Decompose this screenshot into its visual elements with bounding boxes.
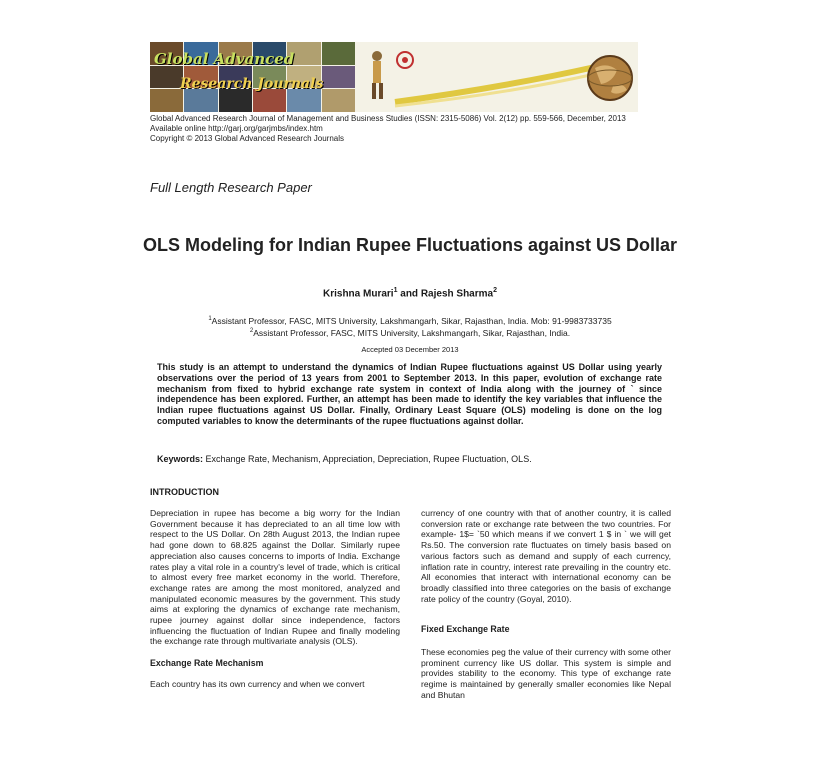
affiliation-text: Assistant Professor, FASC, MITS University, Lakshmangarh, Sikar, Rajasthan, India. Mob: 91-9983733735 [211, 315, 612, 326]
affiliations [120, 314, 700, 338]
journal-citation: Global Advanced Research Journal of Management and Business Studies (ISSN: 2315-5086) Vol. 2(12) pp. 559-566, December, 2013 [150, 114, 626, 123]
intro-paragraph: Depreciation in rupee has become a big worry for the Indian Government because it has depreciated to an all time low with respect to the US Dollar. On 28th August 2013, the Indian rupee had gone down to 68.825 against the Dollar. Similarly rupee appreciation also causes concerns to imports of India. Exchange rates play a vital role in a country's level of trade, which is critical to almost every free market economy in the world. Therefore, exchange rates are among the most monitored, analyzed and manipulated economic measures by the government. This study aims at exploring the dynamics of exchange rate mechanism, rupee journey against dollar since independence, factors influencing the fluctuation of Indian Rupee and finally modeling the exchange rate through multivariate analysis (OLS). [150, 508, 400, 647]
author-sep: and [397, 288, 421, 300]
journal-info [150, 114, 626, 144]
mechanism-paragraph: Each country has its own currency and when we convert [150, 678, 365, 689]
banner-logo-line1: Global Advanced [154, 50, 295, 68]
journal-url[interactable]: Available online http://garj.org/garjmbs/index.htm [150, 124, 323, 133]
author-name: Rajesh Sharma [420, 288, 494, 300]
banner-graphic [355, 42, 638, 112]
left-column [150, 508, 400, 690]
banner-photo-tile [253, 89, 286, 112]
fixed-exchange-rate-heading: Fixed Exchange Rate [421, 624, 510, 635]
author-name: Krishna Murari [323, 288, 394, 300]
target-icon [397, 52, 413, 68]
right-column [421, 508, 671, 701]
banner-photo-tile [322, 66, 355, 89]
abstract: This study is an attempt to understand the dynamics of Indian Rupee fluctuations against US Dollar using yearly observations over the period of 13 years from 2001 to September 2013. In this paper, evolution of exchange rate mechanism from fixed to hybrid exchange rate system in context of India along with the journey of ` since independence has been explored. Further, an attempt has been made to identify the key variables that influence the Indian rupee fluctuations against US Dollar. Finally, Ordinary Least Square (OLS) modeling is done on the log computed variables to know the determinants of the rupee fluctuations against dollar. [157, 362, 662, 426]
banner-photo-tile [322, 89, 355, 112]
paper-title: OLS Modeling for Indian Rupee Fluctuations against US Dollar [142, 235, 678, 255]
banner-photo-tile [322, 42, 355, 65]
journal-banner [150, 42, 638, 112]
swoosh-arc [395, 67, 595, 102]
keywords-label: Keywords: [157, 454, 204, 464]
keywords [157, 454, 662, 464]
conversion-paragraph: currency of one country with that of another country, it is called conversion rate or exchange rate between the two countries. For example- 1$= `50 which means if we convert 1 $ in ` we will get Rs.50. The conversion rate fluctuates on timely basis based on various factors such as demand and supply of each currency, inflation rate in country, interest rate prevailing in the country etc. All economies that interact with international economy can be broadly classified into three categories on the basis of exchange rate policy of the country (Goyal, 2010). [421, 508, 671, 604]
banner-photo-tile [150, 89, 183, 112]
affiliation-sup: 1 [208, 316, 212, 322]
authors [120, 287, 700, 299]
author-sup: 2 [493, 287, 497, 294]
globe-icon [588, 56, 632, 100]
affiliation-sup: 2 [249, 327, 254, 334]
banner-logo-line2: Research Journals [180, 76, 324, 92]
author-sup: 1 [393, 287, 398, 294]
banner-photo-tile [219, 89, 252, 112]
paper-type: Full Length Research Paper [150, 180, 312, 195]
exchange-rate-mechanism-heading: Exchange Rate Mechanism [150, 658, 264, 669]
fixed-exchange-paragraph: These economies peg the value of their currency with some other prominent currency like US dollar. This system is simple and provides stability to the economy. This type of exchange rate regime is maintained by generally smaller economies like Nepal and Bhutan [421, 647, 671, 700]
banner-photo-tile [150, 66, 183, 89]
banner-photo-tile [287, 89, 320, 112]
affiliation-line [120, 314, 700, 326]
figure-icon [372, 51, 383, 99]
keywords-text: Exchange Rate, Mechanism, Appreciation, Depreciation, Rupee Fluctuation, OLS. [203, 454, 532, 464]
banner-photo-tile [184, 89, 217, 112]
accepted-date: Accepted 03 December 2013 [361, 345, 459, 354]
affiliation-line [120, 326, 700, 338]
journal-copyright: Copyright © 2013 Global Advanced Research Journals [150, 134, 345, 143]
introduction-heading: INTRODUCTION [150, 487, 219, 497]
affiliation-text: Assistant Professor, FASC, MITS University, Lakshmangarh, Sikar, Rajasthan, India. [253, 327, 571, 338]
